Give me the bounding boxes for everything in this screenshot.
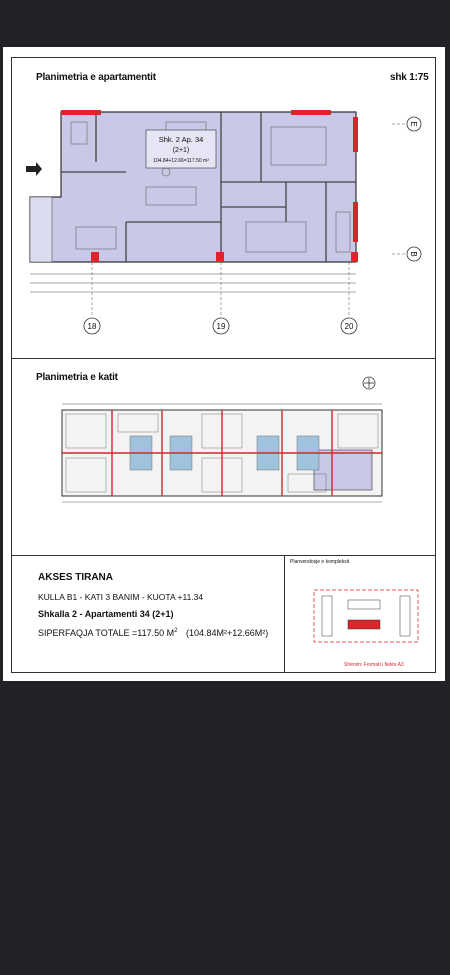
area-breakdown: (104.84M²+12.66M²) (186, 628, 269, 638)
project-name: AKSES TIRANA (38, 572, 114, 583)
entrance-arrow (26, 162, 42, 176)
plan-sheet (3, 47, 445, 681)
dimension-lines (30, 262, 356, 316)
section-title-floor-plan: Planimetria e katit (36, 372, 118, 383)
section-divider-1 (12, 358, 435, 359)
apartment-label-line2: (2+1) (172, 147, 190, 154)
axis-label-20: 20 (344, 322, 354, 331)
site-plan (312, 586, 420, 646)
row-axes (392, 104, 422, 274)
info-divider (284, 555, 285, 673)
sheet-frame (11, 57, 436, 673)
site-plan-title: Planvendosje e kompleksit (290, 559, 350, 565)
section-divider-2 (12, 555, 435, 556)
site-highlighted-building (348, 620, 380, 629)
building-level: KULLA B1 - KATI 3 BANIM - KUOTA +11.34 (38, 592, 204, 602)
axis-label-18: 18 (87, 322, 97, 331)
typical-floor-plan (52, 398, 392, 508)
total-area-label: SIPERFAQJA TOTALE =117.50 M (38, 628, 175, 638)
north-arrow (362, 376, 376, 390)
apartment-label-line3: 104.84+12.66=117.50 m² (153, 158, 209, 164)
apartment-floor-plan (16, 102, 358, 354)
axis-label-19: 19 (216, 322, 226, 331)
total-area: SIPERFAQJA TOTALE =117.50 $M^2$ (104.84M²+12.66M²) (38, 628, 269, 638)
apartment-label-line1: Shk. 2 Ap. 34 (158, 135, 204, 144)
drawing-scale: shk 1:75 (390, 72, 429, 83)
row-axis-label-e: E (409, 121, 418, 127)
row-axis-label-b: B (409, 251, 418, 257)
balcony-left (30, 197, 52, 262)
stair-apartment: Shkalla 2 - Apartamenti 34 (2+1) (38, 609, 174, 619)
section-title-apartment-plan: Planimetria e apartamentit (36, 72, 156, 83)
sheet-format-note: Shënim: Formati i fletës A3 (344, 662, 404, 668)
highlighted-apartment (314, 450, 372, 490)
